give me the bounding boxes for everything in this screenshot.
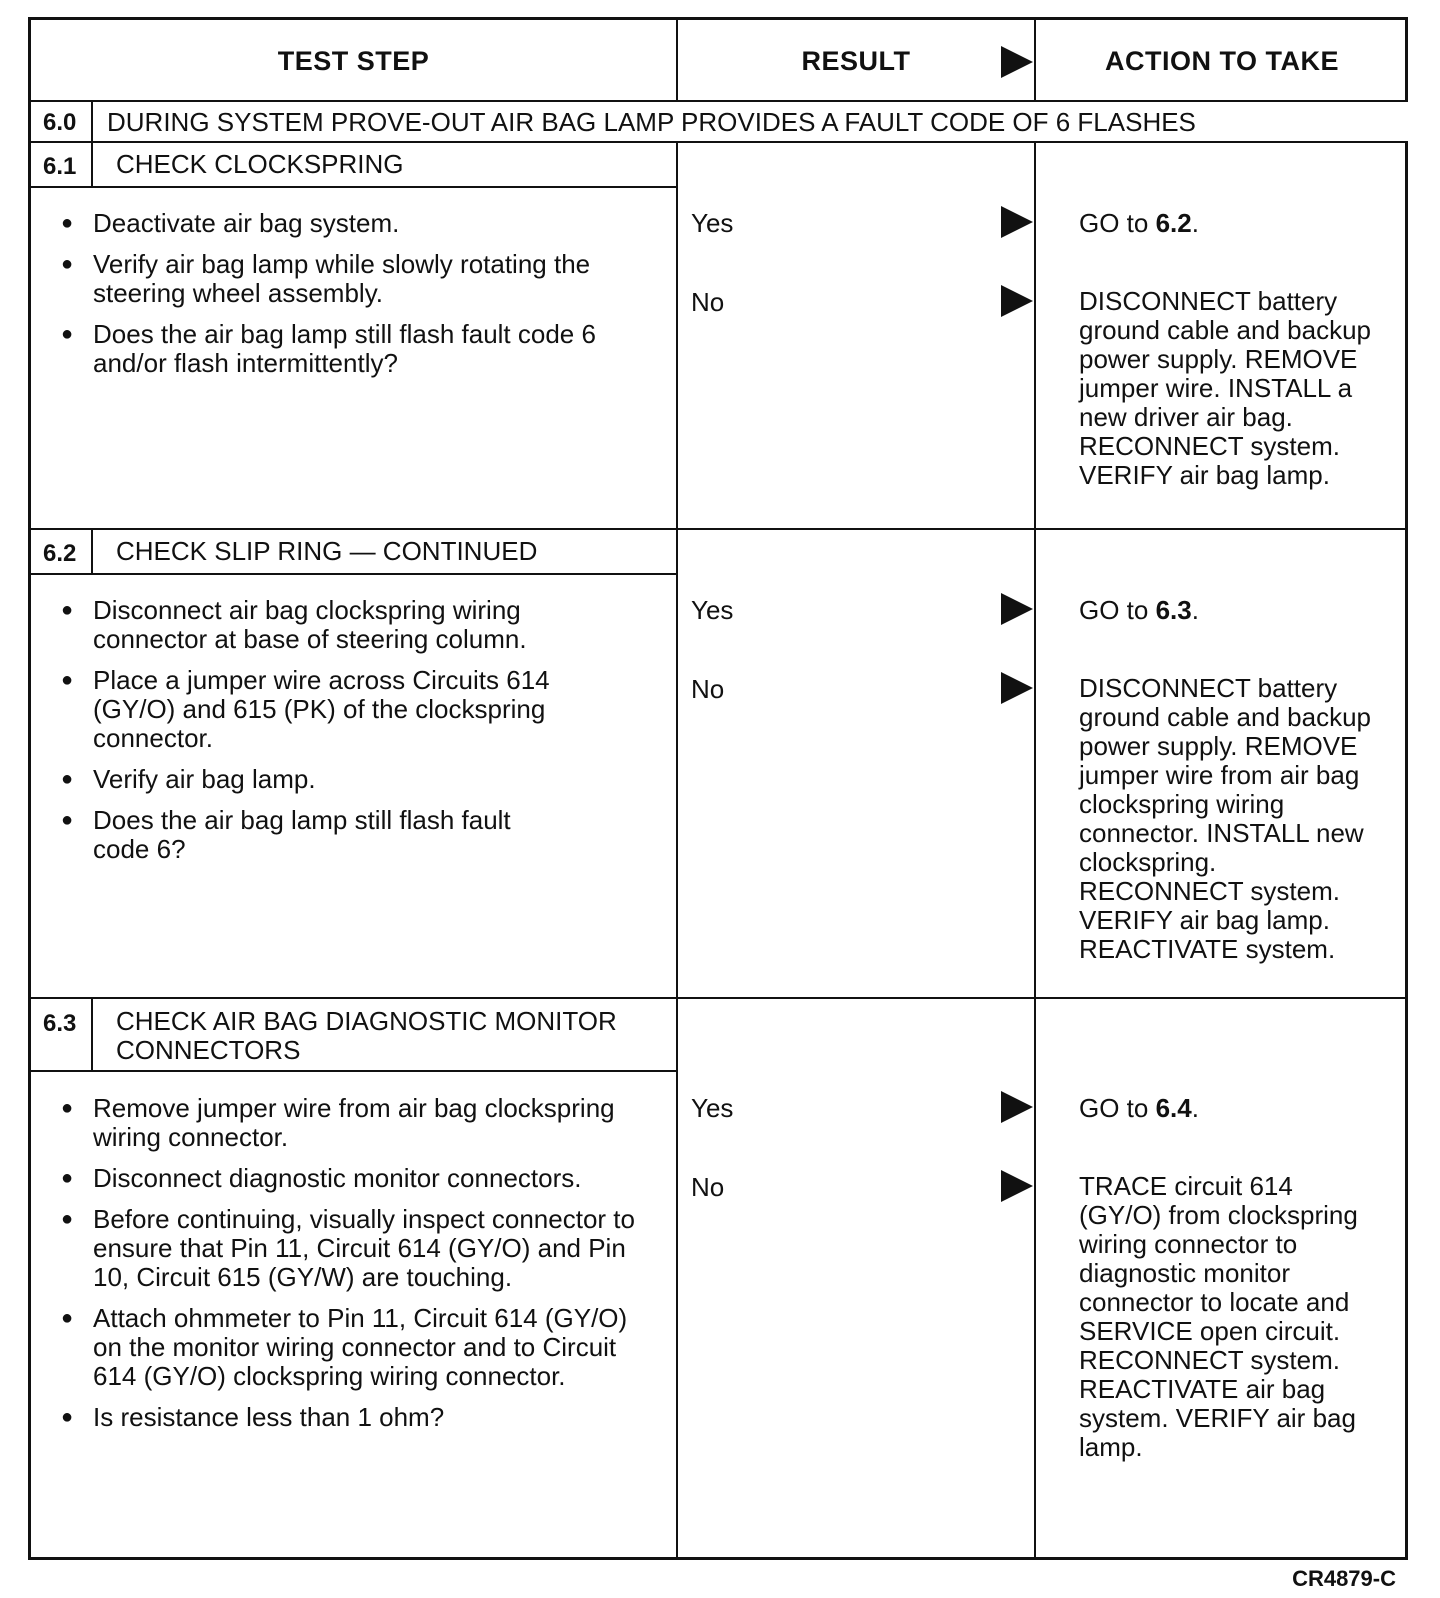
step-number: 6.3 xyxy=(43,1010,77,1037)
list-item: ● Disconnect air bag clockspring wiring connector at base of steering column. xyxy=(61,596,621,654)
step-title-divider xyxy=(31,1070,676,1072)
section-number-divider xyxy=(91,102,93,142)
step-title-divider xyxy=(31,573,676,575)
step-bullets xyxy=(61,209,661,390)
action-no: TRACE circuit 614 (GY/O) from clockspring wiring connector to diagnostic monitor connector to locate and SERVICE open circuit. RECONNECT system. REACTIVATE air bag system. VERIFY air bag lamp. xyxy=(1079,1171,1358,1462)
action-yes: GO to 6.2. xyxy=(1079,208,1199,238)
arrow-icon xyxy=(1001,285,1033,317)
arrow-icon xyxy=(1001,1170,1033,1202)
result-yes: Yes xyxy=(691,595,734,625)
step-bullets xyxy=(61,596,621,876)
list-item: ● Does the air bag lamp still flash fault code 6 and/or flash intermittently? xyxy=(61,320,661,378)
arrow-icon xyxy=(1001,672,1033,704)
header-test-step: TEST STEP xyxy=(277,45,430,76)
arrow-icon xyxy=(1001,206,1033,238)
header-action: ACTION TO TAKE xyxy=(1105,45,1339,76)
list-item: ● Remove jumper wire from air bag clockspring wiring connector. xyxy=(61,1094,661,1152)
column-divider-result xyxy=(676,20,678,1557)
column-divider-action xyxy=(1034,20,1036,1557)
result-no: No xyxy=(691,287,725,317)
list-item: ● Is resistance less than 1 ohm? xyxy=(61,1403,661,1432)
step-divider xyxy=(31,528,1408,530)
result-no: No xyxy=(691,1172,725,1202)
list-item: ● Attach ohmmeter to Pin 11, Circuit 614 (GY/O) on the monitor wiring connector and to Circuit 614 (GY/O) clockspring wiring connector. xyxy=(61,1304,661,1391)
result-no: No xyxy=(691,674,725,704)
list-item: ● Place a jumper wire across Circuits 614 (GY/O) and 615 (PK) of the clockspring connector. xyxy=(61,666,621,753)
list-item: ● Verify air bag lamp. xyxy=(61,765,621,794)
list-item: ● Does the air bag lamp still flash fault code 6? xyxy=(61,806,563,864)
step-number-divider xyxy=(91,143,93,187)
step-number-divider xyxy=(91,530,93,574)
arrow-icon xyxy=(1001,1091,1033,1123)
section-title: DURING SYSTEM PROVE-OUT AIR BAG LAMP PROVIDES A FAULT CODE OF 6 FLASHES xyxy=(107,107,1196,137)
action-no: DISCONNECT battery ground cable and backup power supply. REMOVE jumper wire. INSTALL a new driver air bag. RECONNECT system. VERIFY air bag lamp. xyxy=(1079,286,1372,490)
header-result: RESULT xyxy=(801,45,911,76)
figure-code: CR4879-C xyxy=(1292,1566,1396,1591)
header-arrow-icon xyxy=(1001,46,1033,78)
result-yes: Yes xyxy=(691,208,734,238)
action-no: DISCONNECT battery ground cable and backup power supply. REMOVE jumper wire from air bag clockspring wiring connector. INSTALL new clockspring. RECONNECT system. VERIFY air bag lamp. REACTIVATE system. xyxy=(1079,673,1372,964)
list-item: ● Disconnect diagnostic monitor connectors. xyxy=(61,1164,661,1193)
step-title: CHECK SLIP RING — CONTINUED xyxy=(116,536,538,566)
list-item: ● Verify air bag lamp while slowly rotating the steering wheel assembly. xyxy=(61,250,661,308)
step-divider xyxy=(31,997,1408,999)
arrow-icon xyxy=(1001,593,1033,625)
step-title: CHECK AIR BAG DIAGNOSTIC MONITOR CONNECTORS xyxy=(116,1006,617,1065)
step-number-divider xyxy=(91,999,93,1071)
step-title: CHECK CLOCKSPRING xyxy=(116,149,404,179)
step-bullets xyxy=(61,1094,661,1444)
list-item: ● Before continuing, visually inspect connector to ensure that Pin 11, Circuit 614 (GY/O) and Pin 10, Circuit 615 (GY/W) are touching. xyxy=(61,1205,661,1292)
result-yes: Yes xyxy=(691,1093,734,1123)
step-number: 6.2 xyxy=(43,540,77,567)
diagnostic-table xyxy=(28,17,1408,1560)
section-number: 6.0 xyxy=(43,109,77,136)
section-divider xyxy=(31,141,1408,143)
step-number: 6.1 xyxy=(43,153,77,180)
action-yes: GO to 6.3. xyxy=(1079,595,1199,625)
list-item: ● Deactivate air bag system. xyxy=(61,209,661,238)
action-yes: GO to 6.4. xyxy=(1079,1093,1199,1123)
step-title-divider xyxy=(31,186,676,188)
